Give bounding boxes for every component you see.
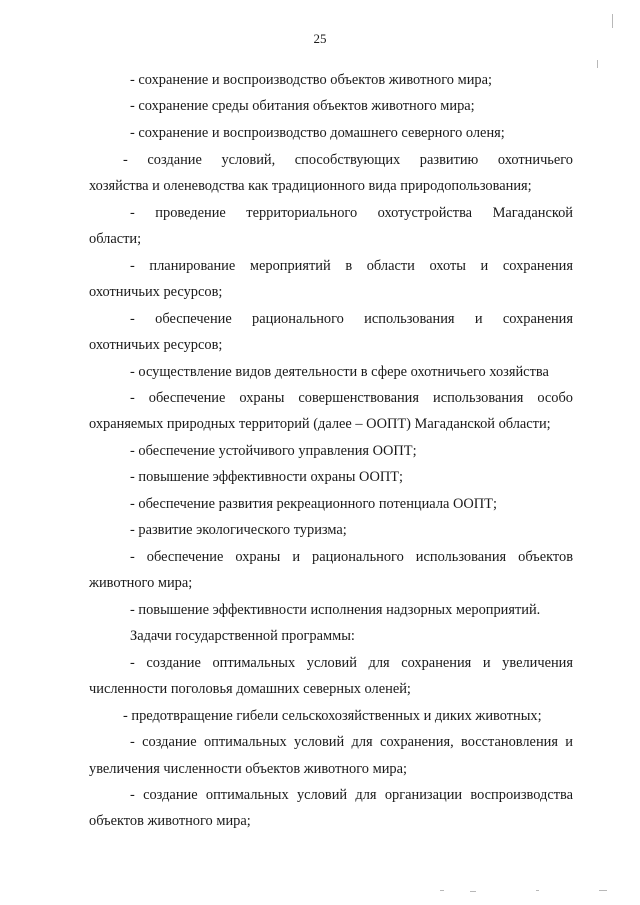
paragraph-line: области; — [89, 231, 142, 247]
paragraph-line: - повышение эффективности исполнения надзорных мероприятий. — [130, 602, 541, 618]
paragraph-line: - создание оптимальных условий для организации воспроизводства — [130, 787, 573, 803]
paragraph-line: - предотвращение гибели сельскохозяйственных и диких животных; — [123, 708, 542, 724]
section-heading: Задачи государственной программы: — [130, 628, 355, 644]
paragraph-line: - проведение территориального охотустройства Магаданской — [130, 205, 573, 221]
paragraph-line: - осуществление видов деятельности в сфере охотничьего хозяйства — [130, 364, 549, 380]
paragraph-line: - повышение эффективности охраны ООПТ; — [130, 469, 404, 485]
paragraph-line: животного мира; — [89, 575, 193, 591]
paragraph-line: - сохранение и воспроизводство объектов животного мира; — [130, 72, 492, 88]
scan-mark — [597, 60, 598, 68]
paragraph-line: - создание оптимальных условий для сохранения, восстановления и — [130, 734, 573, 750]
scan-mark — [470, 891, 476, 892]
paragraph-line: - планирование мероприятий в области охоты и сохранения — [130, 258, 573, 274]
paragraph-line: охотничьих ресурсов; — [89, 337, 223, 353]
paragraph-line: численности поголовья домашних северных оленей; — [89, 681, 411, 697]
scan-mark — [536, 890, 539, 891]
paragraph-line: - создание оптимальных условий для сохранения и увеличения — [130, 655, 573, 671]
paragraph-line: объектов животного мира; — [89, 813, 251, 829]
paragraph-line: - обеспечение рационального использования и сохранения — [130, 311, 573, 327]
paragraph-line: - сохранение и воспроизводство домашнего северного оленя; — [130, 125, 505, 141]
page-number: 25 — [313, 31, 327, 46]
paragraph-line: - обеспечение охраны и рационального использования объектов — [130, 549, 573, 565]
scan-mark — [440, 890, 444, 891]
paragraph-line: охраняемых природных территорий (далее – ООПТ) Магаданской области; — [89, 416, 551, 432]
paragraph-line: - развитие экологического туризма; — [130, 522, 347, 538]
paragraph-line: охотничьих ресурсов; — [89, 284, 223, 300]
paragraph-line: - обеспечение устойчивого управления ООПТ; — [130, 443, 417, 459]
scan-mark — [599, 890, 607, 891]
paragraph-line: - обеспечение охраны совершенствования использования особо — [130, 390, 573, 406]
paragraph-line: - создание условий, способствующих развитию охотничьего — [123, 152, 573, 168]
paragraph-line: хозяйства и оленеводства как традиционного вида природопользования; — [89, 178, 532, 194]
paragraph-line: - сохранение среды обитания объектов животного мира; — [130, 98, 475, 114]
paragraph-line: - обеспечение развития рекреационного потенциала ООПТ; — [130, 496, 497, 512]
paragraph-line: увеличения численности объектов животного мира; — [89, 761, 407, 777]
scan-mark — [612, 14, 613, 28]
